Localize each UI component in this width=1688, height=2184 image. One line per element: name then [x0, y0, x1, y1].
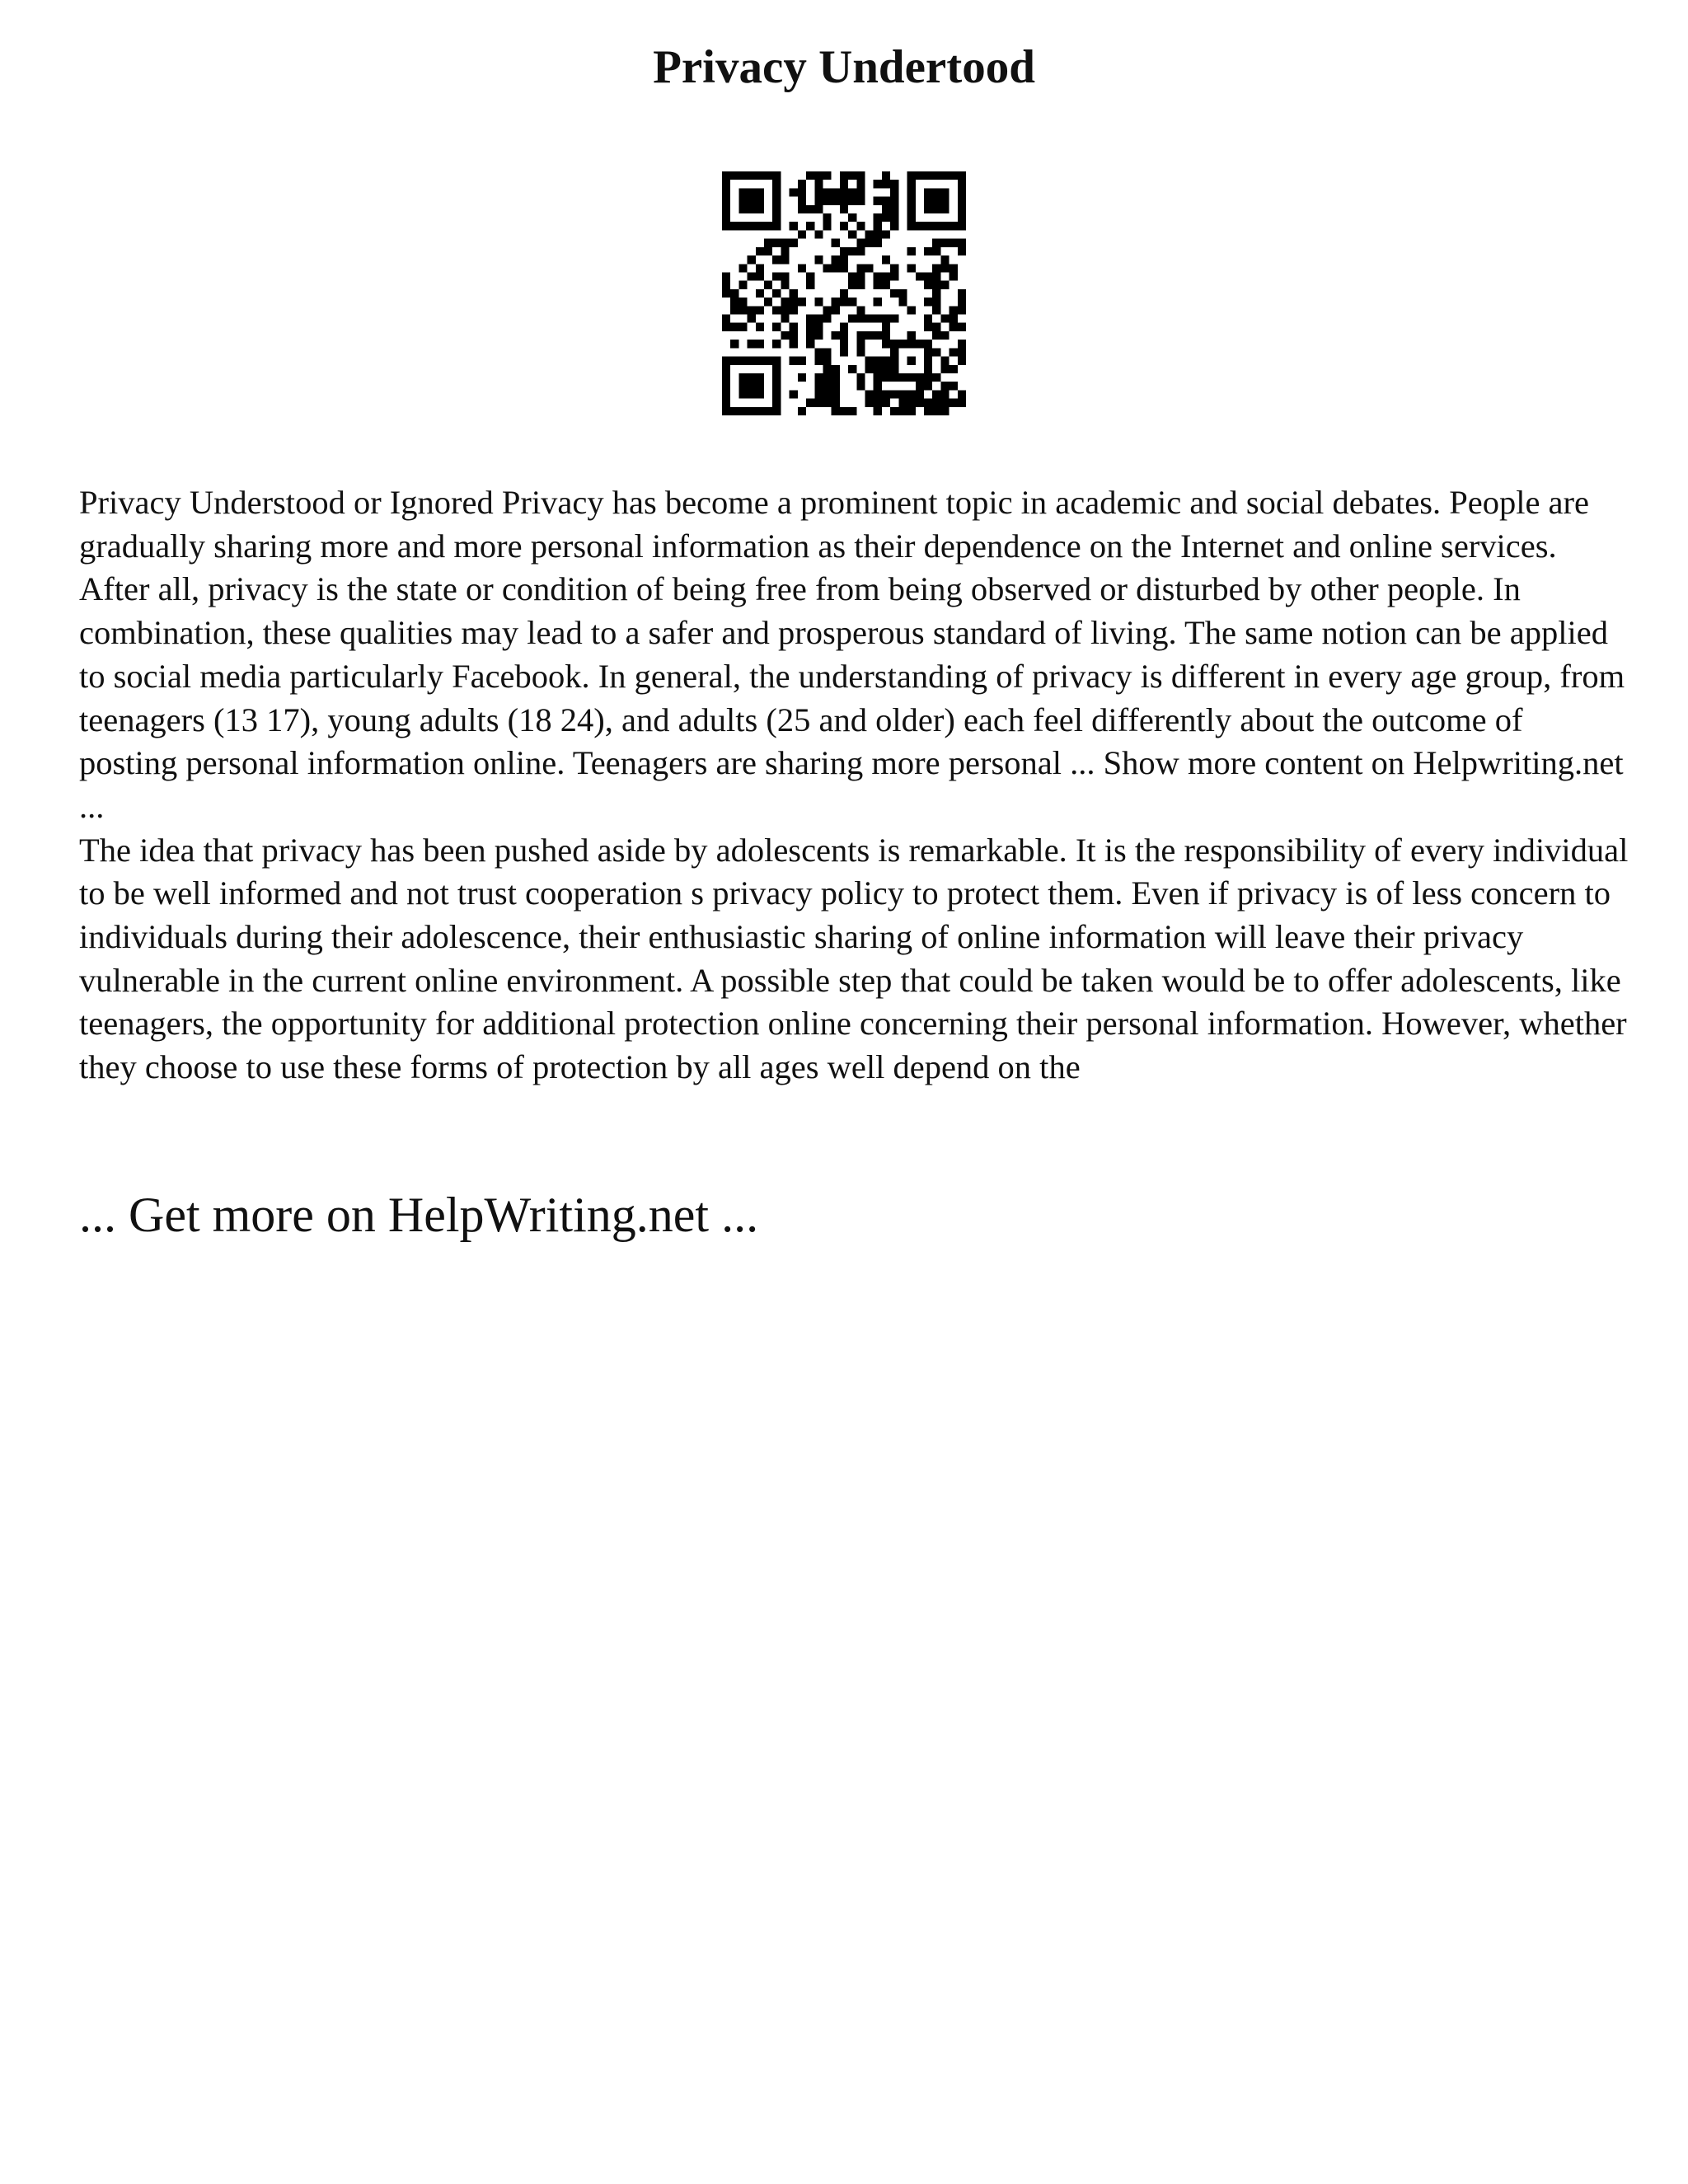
paragraph-2: The idea that privacy has been pushed aside by adolescents is remarkable. It is the responsibility of every individual to be well informed and not trust cooperation s privacy policy to protect them. Even if privacy is of less concern to individuals during their adolescence, their enthusiastic sharing of online information will leave their privacy vulnerable in the current online environment. A possible step that could be taken would be to offer adolescents, like teenagers, the opportunity for additional protection online concerning their personal information. However, whether they choose to use these forms of protection by all ages well depend on the — [79, 831, 1629, 1086]
get-more-link[interactable]: ... Get more on HelpWriting.net ... — [79, 1188, 759, 1242]
qr-code-icon — [722, 171, 966, 415]
page-title: Privacy Undertood — [653, 41, 1035, 93]
qr-code — [722, 171, 966, 415]
paragraph-1: Privacy Understood or Ignored Privacy has become a prominent topic in academic and social debates. People are gradually sharing more and more personal information as their dependence on the Internet and online services. After all, privacy is the state or condition of being free from being observed or disturbed by other people. In combination, these qualities may lead to a safer and prosperous standard of living. The same notion can be applied to social media particularly Facebook. In general, the understanding of privacy is different in every age group, from teenagers (13 17), young adults (18 24), and adults (25 and older) each feel differently about the outcome of posting personal information online. Teenagers are sharing more personal ... Show more content on Helpwriting.net ... — [79, 484, 1625, 825]
article-body — [79, 481, 1629, 1090]
